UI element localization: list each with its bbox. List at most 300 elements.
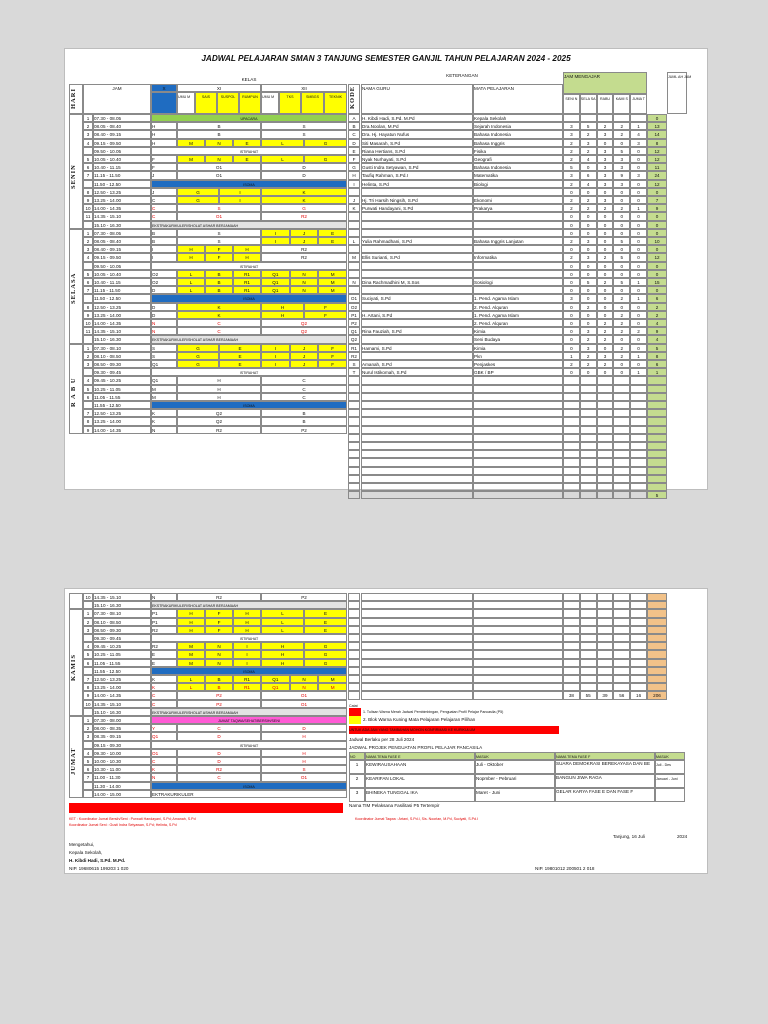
period-number: 6 xyxy=(83,659,93,667)
period-time: 10.40 - 11.15 xyxy=(93,163,151,171)
teacher-hours: 2 xyxy=(630,327,647,335)
class-x-cell: P1 xyxy=(151,618,177,626)
period-number xyxy=(83,782,93,790)
class-x-cell: N xyxy=(151,319,177,327)
class-x-cell: H xyxy=(151,139,177,147)
teacher-name: Suciyati, S.Pd xyxy=(361,294,473,302)
teacher-total: 11 xyxy=(647,163,667,171)
teacher-hours: 2 xyxy=(613,204,630,212)
class-xii-cell: Q2 xyxy=(261,319,347,327)
p5-masuk-e: Maret - Juni xyxy=(475,788,555,802)
grid-cell xyxy=(348,683,360,691)
break-row: EKSTRAKURIKULER/SHOLAT ASHAR BERJAMAAH xyxy=(151,601,347,609)
teacher-total xyxy=(647,426,667,434)
teacher-total: 4 xyxy=(647,319,667,327)
class-xi-elective: M xyxy=(177,139,205,147)
period-number: 5 xyxy=(83,155,93,163)
grid-cell xyxy=(473,626,563,634)
class-xi-cell: O1 xyxy=(177,171,261,179)
empty-row xyxy=(563,467,580,475)
legend-item-2: 2. Blok Warna Kuning Mata Pelajaran Pelajaran Pilihan xyxy=(363,716,476,722)
period-time: 10.05 - 10.40 xyxy=(93,155,151,163)
class-x-cell: S xyxy=(151,352,177,360)
teacher-code xyxy=(348,212,360,220)
teacher-hours: 0 xyxy=(613,139,630,147)
empty-row xyxy=(597,483,614,491)
teacher-name: Ellis Surianti, S.Pd xyxy=(361,253,473,261)
signature-date: Tanjung, 16 Juli xyxy=(613,834,645,839)
class-xii-cell: B xyxy=(261,417,347,425)
class-xi-elective: H xyxy=(233,626,261,634)
empty-row xyxy=(597,376,614,384)
period-time: 10.30 - 11.00 xyxy=(93,765,151,773)
grid-cell xyxy=(563,675,580,683)
class-xii-cell: B xyxy=(261,409,347,417)
class-xi-elective: L xyxy=(177,286,205,294)
teacher-code: S xyxy=(348,360,360,368)
empty-row xyxy=(613,483,630,491)
teacher-code: B xyxy=(348,122,360,130)
class-xii-cell: R2 xyxy=(261,245,347,253)
teacher-name: Riana Hertians, S.Pd xyxy=(361,147,473,155)
grid-cell xyxy=(630,642,647,650)
grid-cell xyxy=(563,618,580,626)
teacher-total xyxy=(647,409,667,417)
p5-tema-f: GELAR KARYA FASE E DAN FASE F xyxy=(555,788,655,802)
class-xii-cell: R2 xyxy=(261,212,347,220)
empty-row xyxy=(630,393,647,401)
signature-year: 2024 xyxy=(677,834,688,839)
class-xii-elective: Q1 xyxy=(261,286,290,294)
teacher-code: C xyxy=(348,130,360,138)
class-x-cell: I xyxy=(151,253,177,261)
teacher-name: Gusti Indra Setyawan, S.Pd xyxy=(361,163,473,171)
class-xii-elective: J xyxy=(290,360,319,368)
empty-row xyxy=(630,450,647,458)
empty-row xyxy=(361,426,473,434)
teacher-name: H. Kibdi Hadi, S.Pd. M.Pd xyxy=(361,114,473,122)
grid-total xyxy=(647,667,667,675)
teacher-hours: 2 xyxy=(563,139,580,147)
teacher-code: L xyxy=(348,237,360,245)
jam-mengajar-header: JAM MENGAJAR xyxy=(563,72,647,94)
empty-row xyxy=(361,483,473,491)
p5-tema-e: KEARIFAN LOKAL xyxy=(365,774,475,788)
period-number: 4 xyxy=(83,642,93,650)
teacher-name: Yulia Rahmadhani, S.Pd xyxy=(361,237,473,245)
class-xi-elective: B xyxy=(205,675,233,683)
class-xii-cell: S xyxy=(261,122,347,130)
kode-header: KODE xyxy=(349,85,356,109)
period-number xyxy=(83,708,93,716)
legend-red-swatch xyxy=(349,708,361,716)
period-time: 12.50 - 13.25 xyxy=(93,303,151,311)
teacher-subject: 1. Pend. Agama Islam xyxy=(473,294,563,302)
period-number: 6 xyxy=(83,163,93,171)
teacher-hours: 2 xyxy=(613,311,630,319)
grid-total xyxy=(647,593,667,601)
period-time: 14.35 - 15.10 xyxy=(93,327,151,335)
teacher-total: 15 xyxy=(647,278,667,286)
period-time: 09.50 - 10.05 xyxy=(93,262,151,270)
teacher-name: Dina Rachmadhini M, S.Sos xyxy=(361,278,473,286)
period-time: 11.55 - 12.50 xyxy=(93,401,151,409)
empty-row xyxy=(613,467,630,475)
period-time: 13.25 - 14.00 xyxy=(93,311,151,319)
teacher-hours: 2 xyxy=(597,327,614,335)
teacher-hours: 0 xyxy=(563,221,580,229)
period-number: 7 xyxy=(83,773,93,781)
break-row: ISOMA xyxy=(151,180,347,188)
class-xi-cell: C xyxy=(177,327,261,335)
class-x-cell: M xyxy=(151,385,177,393)
break-row: UPACARA xyxy=(151,114,347,122)
grid-total xyxy=(647,659,667,667)
grid-cell xyxy=(630,683,647,691)
teacher-hours: 0 xyxy=(597,212,614,220)
teacher-hours: 0 xyxy=(630,245,647,253)
class-xii-elective: I xyxy=(261,237,290,245)
class-xi-cell: D xyxy=(177,732,261,740)
teacher-hours: 3 xyxy=(597,171,614,179)
coordinator-left-2: Koordinator Jumat Seni : Gusti Indra Setyawan, S.Pd; Helinta, S.Pd xyxy=(69,823,177,827)
teacher-hours: 3 xyxy=(563,122,580,130)
break-row: ISOMA xyxy=(151,294,347,302)
class-xi-elective: F xyxy=(205,618,233,626)
teacher-hours: 3 xyxy=(613,180,630,188)
grid-cell xyxy=(597,618,614,626)
p5-note: Jadwal Berlaku per 28 Juli 2024 xyxy=(349,736,415,742)
empty-row xyxy=(348,409,360,417)
class-xii-elective: L xyxy=(261,618,304,626)
empty-row xyxy=(563,401,580,409)
empty-row xyxy=(563,434,580,442)
teacher-subject: Bahasa Inggris Lanjutan xyxy=(473,237,563,245)
class-xii-elective: F xyxy=(318,360,347,368)
empty-row xyxy=(361,450,473,458)
teacher-hours: 1 xyxy=(630,294,647,302)
empty-row xyxy=(630,376,647,384)
teacher-hours: 0 xyxy=(563,188,580,196)
teacher-hours: 0 xyxy=(630,212,647,220)
teacher-code xyxy=(348,229,360,237)
class-xii-elective: L xyxy=(261,155,304,163)
teacher-name xyxy=(361,335,473,343)
teacher-hours: 0 xyxy=(580,311,597,319)
teacher-hours: 2 xyxy=(613,130,630,138)
teacher-hours: 0 xyxy=(630,229,647,237)
class-xii-cell: D xyxy=(261,163,347,171)
class-x-cell: N xyxy=(151,773,177,781)
empty-row xyxy=(580,393,597,401)
teacher-code: Q2 xyxy=(348,335,360,343)
empty-row xyxy=(580,417,597,425)
period-time: 09.45 - 10.25 xyxy=(93,376,151,384)
class-xii-elective: G xyxy=(304,155,347,163)
period-time: 11.50 - 12.50 xyxy=(93,294,151,302)
p5-column-header: NAMA TEMA FASE E xyxy=(365,752,475,760)
grid-cell xyxy=(580,634,597,642)
teacher-hours: 0 xyxy=(563,262,580,270)
teacher-code: T xyxy=(348,368,360,376)
class-x-cell: K xyxy=(151,675,177,683)
teacher-hours: 0 xyxy=(563,286,580,294)
teacher-name: Siti Masarah, S.Pd xyxy=(361,139,473,147)
class-x-cell: Q1 xyxy=(151,360,177,368)
class-xi-cell: H xyxy=(177,376,261,384)
teacher-hours: 0 xyxy=(597,221,614,229)
teacher-hours: 0 xyxy=(613,212,630,220)
empty-row xyxy=(630,491,647,499)
teacher-hours: 0 xyxy=(613,360,630,368)
teacher-hours: 2 xyxy=(580,147,597,155)
day-label: SELASA xyxy=(70,272,77,305)
teacher-hours: 4 xyxy=(630,130,647,138)
teacher-hours: 0 xyxy=(630,303,647,311)
period-number xyxy=(83,221,93,229)
teacher-hours: 0 xyxy=(597,270,614,278)
teacher-hours: 0 xyxy=(630,286,647,294)
class-xii-elective: J xyxy=(290,344,319,352)
class-xii-cell: P2 xyxy=(261,426,347,434)
teacher-hours: 0 xyxy=(613,196,630,204)
class-xi-elective: I xyxy=(219,196,261,204)
period-number: 5 xyxy=(83,757,93,765)
period-time: 08.10 - 08.50 xyxy=(93,352,151,360)
teacher-total: 6 xyxy=(647,360,667,368)
teacher-hours: 2 xyxy=(563,180,580,188)
grid-cell xyxy=(563,601,580,609)
empty-row xyxy=(580,376,597,384)
empty-row xyxy=(630,385,647,393)
class-x-cell: D xyxy=(151,286,177,294)
teacher-code: R1 xyxy=(348,344,360,352)
period-time: 12.50 - 13.25 xyxy=(93,675,151,683)
empty-row xyxy=(613,401,630,409)
teacher-total: 5 xyxy=(647,344,667,352)
empty-row xyxy=(361,401,473,409)
empty-row xyxy=(473,417,563,425)
period-time: 08.05 - 08.40 xyxy=(93,237,151,245)
grid-total xyxy=(647,642,667,650)
teacher-hours: 1 xyxy=(630,204,647,212)
teacher-subject: Kepala Sekolah xyxy=(473,114,563,122)
grid-cell xyxy=(597,683,614,691)
class-xii-cell: R2 xyxy=(261,253,347,261)
grid-cell xyxy=(473,634,563,642)
class-xii-elective: N xyxy=(290,683,319,691)
legend-yellow-swatch xyxy=(349,716,361,724)
empty-row xyxy=(473,385,563,393)
period-time: 14.35 - 15.10 xyxy=(93,700,151,708)
period-number: 8 xyxy=(83,303,93,311)
teacher-name: Taufiq Rahman, S.Pd.I xyxy=(361,171,473,179)
period-number: 9 xyxy=(83,311,93,319)
teacher-code: O1 xyxy=(348,294,360,302)
teacher-subject xyxy=(473,262,563,270)
teacher-total: 0 xyxy=(647,270,667,278)
period-number xyxy=(83,741,93,749)
p5-tema-e: BHINEKA TUNGGAL IKA xyxy=(365,788,475,802)
grid-cell xyxy=(613,601,630,609)
teacher-total: 10 xyxy=(647,237,667,245)
class-x-cell: K xyxy=(151,417,177,425)
teacher-hours: 0 xyxy=(563,319,580,327)
period-number: 5 xyxy=(83,270,93,278)
teacher-hours: 1 xyxy=(630,352,647,360)
break-row: ISOMA xyxy=(151,401,347,409)
teacher-total: 9 xyxy=(647,204,667,212)
grid-total xyxy=(647,601,667,609)
teacher-hours: 5 xyxy=(613,278,630,286)
class-xii-elective: N xyxy=(290,270,319,278)
period-number: 2 xyxy=(83,352,93,360)
class-xi-cell: S xyxy=(177,229,261,237)
class-xii-cell: C xyxy=(261,376,347,384)
class-xi-elective: F xyxy=(205,245,233,253)
class-xii-elective: J xyxy=(290,229,319,237)
period-number: 2 xyxy=(83,122,93,130)
grid-cell xyxy=(361,609,473,617)
teacher-total xyxy=(647,475,667,483)
teacher-hours: 5 xyxy=(580,122,597,130)
grid-cell xyxy=(361,618,473,626)
day-column xyxy=(69,593,83,609)
class-xii-elective: I xyxy=(261,360,290,368)
grid-total xyxy=(647,683,667,691)
period-time: 08.10 - 08.50 xyxy=(93,618,151,626)
empty-row xyxy=(348,450,360,458)
period-time: 13.25 - 14.00 xyxy=(93,683,151,691)
class-x-cell: J xyxy=(151,188,177,196)
class-x-cell: D xyxy=(151,303,177,311)
grid-total xyxy=(647,609,667,617)
grid-cell xyxy=(580,642,597,650)
grid-cell xyxy=(348,675,360,683)
coordinator-left-1: KET : Koordinator Jumat Bersih/Seni : Purwati Handayani, S.Pd; Amanah, S.Pd xyxy=(69,817,196,821)
class-xi-cell: O1 xyxy=(177,212,261,220)
class-xi-elective: L xyxy=(177,270,205,278)
grid-cell xyxy=(613,593,630,601)
empty-row xyxy=(613,426,630,434)
grid-cell xyxy=(563,667,580,675)
teacher-hours xyxy=(563,114,580,122)
legend-item-1: 1. Tulisan Warna Merah Jadwal Pembimbingan, Penguatan Profil Pelajar Pancasila (P5) xyxy=(363,709,504,714)
class-xi-cell: S xyxy=(177,204,261,212)
teacher-total: 8 xyxy=(647,352,667,360)
class-xii-elective: J xyxy=(290,237,319,245)
teacher-hours: 0 xyxy=(597,286,614,294)
grid-cell xyxy=(473,642,563,650)
teacher-code: F xyxy=(348,155,360,163)
teacher-hours: 2 xyxy=(563,360,580,368)
teacher-hours: 0 xyxy=(630,196,647,204)
class-xii-elective: E xyxy=(318,237,347,245)
empty-row xyxy=(563,442,580,450)
period-time: 09.15 - 09.50 xyxy=(93,139,151,147)
teacher-hours: 3 xyxy=(597,147,614,155)
teacher-hours: 0 xyxy=(630,221,647,229)
xii-umum: UMU M xyxy=(261,92,279,114)
teacher-name: Nyak Nurhayati, S.Pd xyxy=(361,155,473,163)
teacher-hours: 0 xyxy=(563,229,580,237)
teacher-hours: 5 xyxy=(613,147,630,155)
teacher-hours: 0 xyxy=(563,245,580,253)
empty-row xyxy=(361,385,473,393)
period-number: 8 xyxy=(83,188,93,196)
grid-cell xyxy=(613,618,630,626)
teacher-name xyxy=(361,212,473,220)
teacher-code: N xyxy=(348,278,360,286)
teacher-hours: 0 xyxy=(580,229,597,237)
class-xii-elective: E xyxy=(304,618,347,626)
jam-day-header: RABU xyxy=(597,94,614,114)
class-xi-elective: E xyxy=(219,360,261,368)
p5-column-header: NO xyxy=(349,752,365,760)
period-number: 6 xyxy=(83,278,93,286)
period-number: 11 xyxy=(83,212,93,220)
period-time: 08.40 - 09.15 xyxy=(93,245,151,253)
teacher-subject xyxy=(473,212,563,220)
break-row: EKTRAKURIKULER xyxy=(151,790,347,798)
class-xi-elective: H xyxy=(177,245,205,253)
empty-row xyxy=(473,434,563,442)
day-label: JUMAT xyxy=(70,747,77,775)
xi-suspol: SUSPOL xyxy=(217,92,239,114)
empty-row xyxy=(613,475,630,483)
class-xi-elective: R1 xyxy=(233,270,261,278)
teacher-total xyxy=(647,483,667,491)
jam-day-header: KAMI S xyxy=(613,94,630,114)
grid-cell xyxy=(597,593,614,601)
empty-row xyxy=(613,458,630,466)
class-xi-elective: R1 xyxy=(233,278,261,286)
period-time: 14.00 - 14.35 xyxy=(93,691,151,699)
teacher-hours: 0 xyxy=(613,245,630,253)
class-x-cell: K xyxy=(151,409,177,417)
teacher-hours: 3 xyxy=(563,294,580,302)
teacher-hours: 0 xyxy=(630,253,647,261)
empty-row xyxy=(613,450,630,458)
teacher-hours xyxy=(597,114,614,122)
teacher-subject: Informatika xyxy=(473,253,563,261)
empty-row xyxy=(630,434,647,442)
teacher-hours: 0 xyxy=(563,311,580,319)
p5-column-header: MASUK xyxy=(655,752,685,760)
period-time: 10.25 - 11.05 xyxy=(93,650,151,658)
class-xi-elective: G xyxy=(177,360,219,368)
class-xi-cell: O1 xyxy=(177,163,261,171)
class-x-cell: D xyxy=(151,311,177,319)
class-x-cell: C xyxy=(151,204,177,212)
teacher-hours: 0 xyxy=(580,163,597,171)
teacher-subject: Fisika xyxy=(473,147,563,155)
teacher-code xyxy=(348,221,360,229)
empty-row xyxy=(597,491,614,499)
class-xii-cell: S xyxy=(261,130,347,138)
grid-cell xyxy=(597,634,614,642)
class-xii-elective: H xyxy=(261,650,304,658)
empty-row xyxy=(630,417,647,425)
teacher-hours: 0 xyxy=(613,188,630,196)
empty-row xyxy=(580,426,597,434)
period-time: 14.00 - 14.35 xyxy=(93,319,151,327)
teacher-total: 0 xyxy=(647,245,667,253)
break-row: ISTIRAHAT xyxy=(151,741,347,749)
empty-row xyxy=(473,401,563,409)
empty-row xyxy=(563,417,580,425)
teacher-hours: 2 xyxy=(613,327,630,335)
